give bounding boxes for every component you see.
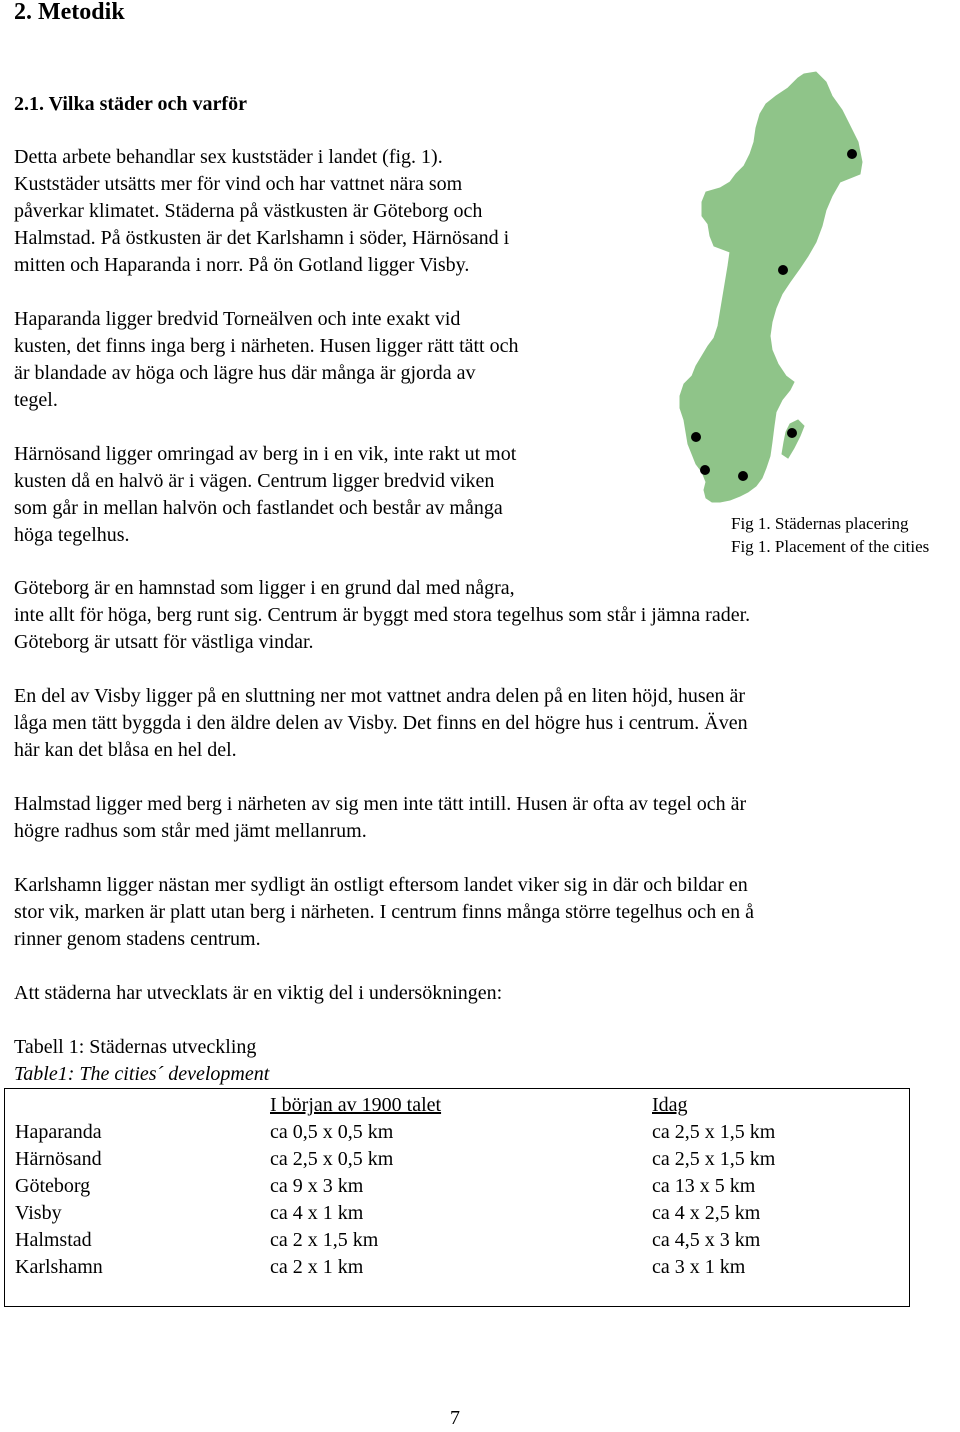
table-title-en: Table1: The cities´ development bbox=[14, 1063, 270, 1085]
table-cell-city: Göteborg bbox=[15, 1175, 91, 1197]
table-cell-1900: ca 4 x 1 km bbox=[270, 1202, 364, 1224]
table-cell-1900: ca 0,5 x 0,5 km bbox=[270, 1121, 394, 1143]
sweden-landmass bbox=[680, 72, 862, 502]
sweden-map-figure bbox=[674, 70, 874, 506]
paragraph-harnosand: Härnösand ligger omringad av berg in i en vik, inte rakt ut mot kusten då en halvö är i vägen. Centrum ligger bredvid viken som går in mellan halvön och fastlandet och består av många höga tegelhus. bbox=[14, 443, 517, 546]
page-number: 7 bbox=[450, 1407, 460, 1429]
table-cell-1900: ca 9 x 3 km bbox=[270, 1175, 364, 1197]
page-heading: 2. Metodik bbox=[14, 0, 125, 25]
table-cell-city: Karlshamn bbox=[15, 1256, 103, 1278]
gotland-island bbox=[782, 420, 804, 458]
table-cell-city: Härnösand bbox=[15, 1148, 102, 1170]
table-cell-today: ca 4 x 2,5 km bbox=[652, 1202, 761, 1224]
paragraph-goteborg: Göteborg är en hamnstad som ligger i en grund dal med några, inte allt för höga, berg runt sig. Centrum är byggt med stora tegelhus som står i jämna rader. Göteborg är utsatt för västliga vindar. bbox=[14, 577, 751, 653]
table-header-today: Idag bbox=[652, 1094, 688, 1116]
table-cell-today: ca 2,5 x 1,5 km bbox=[652, 1121, 776, 1143]
paragraph-visby: En del av Visby ligger på en sluttning ner mot vattnet andra delen på en liten höjd, husen är låga men tätt byggda i den äldre delen av Visby. Det finns en del högre hus i centrum. Även här kan det blåsa en hel del. bbox=[14, 685, 748, 761]
table-title: Tabell 1: Städernas utveckling bbox=[14, 1036, 257, 1058]
paragraph-development: Att städerna har utvecklats är en viktig del i undersökningen: bbox=[14, 982, 503, 1004]
table-cell-today: ca 13 x 5 km bbox=[652, 1175, 756, 1197]
table-cell-1900: ca 2,5 x 0,5 km bbox=[270, 1148, 394, 1170]
paragraph-haparanda: Haparanda ligger bredvid Torneälven och inte exakt vid kusten, det finns inga berg i närheten. Husen ligger rätt tätt och är blandade av höga och lägre hus där många är gjorda av tegel. bbox=[14, 308, 519, 411]
figure-caption-en: Fig 1. Placement of the cities bbox=[731, 537, 930, 556]
paragraph-halmstad: Halmstad ligger med berg i närheten av sig men inte tätt intill. Husen är ofta av tegel och är högre radhus som står med jämt mellanrum. bbox=[14, 793, 747, 842]
city-dot-haparanda bbox=[847, 149, 857, 159]
table-cell-1900: ca 2 x 1,5 km bbox=[270, 1229, 379, 1251]
paragraph-intro: Detta arbete behandlar sex kuststäder i landet (fig. 1). Kuststäder utsätts mer för vind och har vattnet nära som påverkar klimatet. Städerna på västkusten är Göteborg och Halmstad. På östkusten är det Karlshamn i söder, Härnösand i mitten och Haparanda i norr. På ön Gotland ligger Visby. bbox=[14, 146, 510, 276]
city-dot-visby bbox=[787, 428, 797, 438]
sweden-map bbox=[674, 70, 874, 506]
table-cell-today: ca 4,5 x 3 km bbox=[652, 1229, 761, 1251]
figure-caption-sv: Fig 1. Städernas placering bbox=[731, 514, 909, 533]
table-cell-1900: ca 2 x 1 km bbox=[270, 1256, 364, 1278]
cities-table bbox=[4, 1088, 910, 1307]
city-dot-goteborg bbox=[691, 432, 701, 442]
city-dot-karlshamn bbox=[738, 471, 748, 481]
table-header-1900: I början av 1900 talet bbox=[270, 1094, 442, 1116]
city-dot-halmstad bbox=[700, 465, 710, 475]
table-cell-city: Haparanda bbox=[15, 1121, 102, 1143]
table-cell-city: Halmstad bbox=[15, 1229, 92, 1251]
table-cell-today: ca 2,5 x 1,5 km bbox=[652, 1148, 776, 1170]
table-cell-today: ca 3 x 1 km bbox=[652, 1256, 746, 1278]
city-dot-harnosand bbox=[778, 265, 788, 275]
table-cell-city: Visby bbox=[15, 1202, 62, 1224]
paragraph-karlshamn: Karlshamn ligger nästan mer sydligt än ostligt eftersom landet viker sig in där och bildar en stor vik, marken är platt utan berg i närheten. I centrum finns många större tegelhus och en å rinner genom stadens centrum. bbox=[14, 874, 754, 950]
section-heading: 2.1. Vilka städer och varför bbox=[14, 93, 247, 115]
